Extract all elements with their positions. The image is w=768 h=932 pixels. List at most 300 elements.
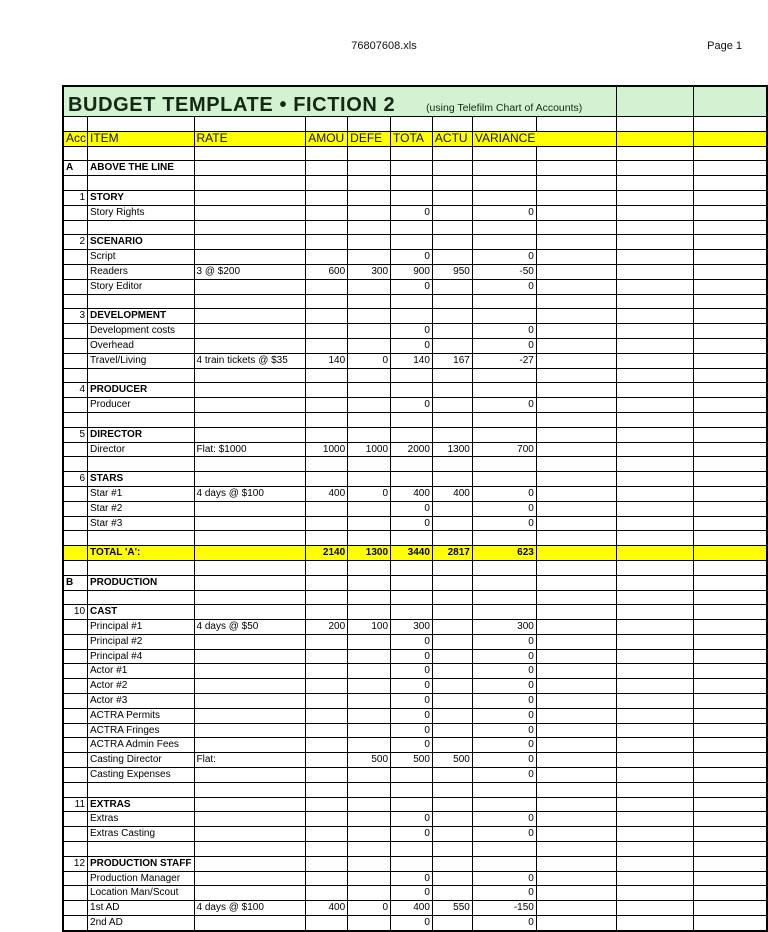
cell-actual [432, 383, 472, 398]
col-header-filler-3 [693, 131, 767, 146]
cell-extra-2 [693, 427, 767, 442]
cell-actual [432, 797, 472, 812]
cell-account [63, 279, 88, 294]
cell-deferral [348, 531, 391, 546]
cell-account [63, 679, 88, 694]
cell-extra-1 [616, 916, 693, 931]
cell-amount [306, 338, 348, 353]
cell-item [88, 457, 194, 472]
empty-row [63, 220, 767, 235]
cell-extra-2 [693, 753, 767, 768]
cell-extra-1 [616, 353, 693, 368]
cell-variance [472, 842, 536, 857]
cell-account [63, 560, 88, 575]
cell-extra-1 [616, 531, 693, 546]
cell-extra-2 [693, 279, 767, 294]
cell-actual [432, 768, 472, 783]
cell-account [63, 708, 88, 723]
cell-rate [194, 338, 306, 353]
cell-extra-1 [616, 161, 693, 176]
cell-rate [194, 531, 306, 546]
section-row [63, 161, 767, 176]
cell-item [88, 590, 194, 605]
cell-item [88, 220, 194, 235]
cell-account [63, 205, 88, 220]
cell-account [63, 398, 88, 413]
cell-extra-1 [616, 723, 693, 738]
cell-extra-1 [616, 871, 693, 886]
cell-rate: Flat: [194, 753, 306, 768]
print-header [0, 40, 768, 52]
cell-item: Travel/Living [88, 353, 194, 368]
cell-rate [194, 309, 306, 324]
cell-item: 1st AD [88, 901, 194, 916]
cell-variance: 0 [472, 324, 536, 339]
cell-extra-1 [616, 694, 693, 709]
cell-rate [194, 190, 306, 205]
cell-extra-1 [616, 560, 693, 575]
cell-account: 12 [63, 856, 88, 871]
cell-extra-2 [693, 723, 767, 738]
cell-account [63, 294, 88, 309]
cell-deferral: 1300 [348, 546, 391, 561]
cell-extra-1 [616, 190, 693, 205]
cell-account: 2 [63, 235, 88, 250]
cell-rate [194, 856, 306, 871]
cell-rate [194, 871, 306, 886]
spacer-cell [306, 117, 348, 132]
cell-deferral [348, 827, 391, 842]
cell-item: Location Man/Scout [88, 886, 194, 901]
cell-total: 0 [391, 649, 433, 664]
cell-rate [194, 634, 306, 649]
empty-row [63, 531, 767, 546]
cell-actual: 167 [432, 353, 472, 368]
cell-rate [194, 708, 306, 723]
cell-extra-1 [616, 279, 693, 294]
item-row [63, 871, 767, 886]
cell-extra-2 [693, 442, 767, 457]
empty-row [63, 560, 767, 575]
cell-extra-2 [693, 812, 767, 827]
item-row [63, 279, 767, 294]
cell-extra-1 [616, 324, 693, 339]
cell-blank [536, 205, 616, 220]
cell-blank [536, 590, 616, 605]
cell-extra-1 [616, 383, 693, 398]
cell-deferral [348, 842, 391, 857]
cell-variance: 300 [472, 620, 536, 635]
cell-item: Story Editor [88, 279, 194, 294]
cell-amount [306, 634, 348, 649]
cell-variance [472, 235, 536, 250]
cell-deferral [348, 575, 391, 590]
cell-amount [306, 412, 348, 427]
cell-item: EXTRAS [88, 797, 194, 812]
cell-deferral [348, 694, 391, 709]
cell-variance: -27 [472, 353, 536, 368]
item-row [63, 664, 767, 679]
cell-account [63, 782, 88, 797]
col-header-total: TOTA [391, 131, 433, 146]
cell-amount [306, 782, 348, 797]
cell-variance: 0 [472, 679, 536, 694]
cell-extra-2 [693, 590, 767, 605]
cell-rate [194, 827, 306, 842]
cell-deferral [348, 634, 391, 649]
cell-total: 0 [391, 723, 433, 738]
cell-actual [432, 294, 472, 309]
empty-row [63, 146, 767, 161]
document-filename: 76807608.xls [351, 40, 417, 52]
cell-amount [306, 205, 348, 220]
cell-deferral [348, 590, 391, 605]
cell-extra-1 [616, 472, 693, 487]
cell-amount [306, 886, 348, 901]
cell-amount [306, 516, 348, 531]
cell-extra-2 [693, 738, 767, 753]
cell-rate [194, 516, 306, 531]
cell-actual [432, 916, 472, 931]
cell-deferral: 300 [348, 264, 391, 279]
section-row [63, 383, 767, 398]
cell-total [391, 575, 433, 590]
cell-deferral [348, 708, 391, 723]
cell-account [63, 916, 88, 931]
cell-actual [432, 620, 472, 635]
item-row [63, 753, 767, 768]
cell-deferral [348, 294, 391, 309]
cell-total [391, 856, 433, 871]
banner-extra-cell-1 [616, 86, 693, 117]
section-row [63, 190, 767, 205]
cell-variance: 0 [472, 664, 536, 679]
empty-row [63, 176, 767, 191]
cell-blank [536, 457, 616, 472]
cell-actual [432, 560, 472, 575]
cell-extra-2 [693, 161, 767, 176]
col-header-filler-1 [536, 131, 616, 146]
cell-extra-2 [693, 634, 767, 649]
cell-variance: 0 [472, 886, 536, 901]
cell-extra-1 [616, 338, 693, 353]
cell-actual [432, 605, 472, 620]
cell-blank [536, 664, 616, 679]
cell-deferral: 0 [348, 353, 391, 368]
cell-actual: 500 [432, 753, 472, 768]
spacer-row [63, 117, 767, 132]
cell-account [63, 442, 88, 457]
cell-rate [194, 649, 306, 664]
cell-item: Casting Director [88, 753, 194, 768]
cell-deferral [348, 782, 391, 797]
cell-blank [536, 901, 616, 916]
cell-deferral [348, 516, 391, 531]
cell-blank [536, 916, 616, 931]
cell-extra-2 [693, 338, 767, 353]
cell-extra-1 [616, 782, 693, 797]
cell-variance [472, 368, 536, 383]
cell-item: Story Rights [88, 205, 194, 220]
cell-deferral: 500 [348, 753, 391, 768]
cell-blank [536, 753, 616, 768]
cell-total [391, 472, 433, 487]
cell-extra-1 [616, 220, 693, 235]
cell-actual [432, 679, 472, 694]
col-header-item: ITEM [88, 131, 194, 146]
cell-amount: 400 [306, 901, 348, 916]
cell-total: 0 [391, 916, 433, 931]
cell-blank [536, 827, 616, 842]
cell-rate: 4 days @ $100 [194, 901, 306, 916]
cell-variance [472, 427, 536, 442]
cell-total: 0 [391, 694, 433, 709]
spacer-cell [536, 117, 616, 132]
cell-variance [472, 383, 536, 398]
cell-total: 0 [391, 812, 433, 827]
cell-amount: 2140 [306, 546, 348, 561]
cell-deferral [348, 723, 391, 738]
cell-deferral [348, 368, 391, 383]
item-row [63, 398, 767, 413]
cell-extra-2 [693, 309, 767, 324]
cell-item [88, 368, 194, 383]
cell-account [63, 694, 88, 709]
cell-actual [432, 827, 472, 842]
cell-deferral [348, 886, 391, 901]
cell-rate [194, 294, 306, 309]
cell-account [63, 827, 88, 842]
empty-row [63, 294, 767, 309]
cell-extra-1 [616, 753, 693, 768]
cell-deferral [348, 250, 391, 265]
cell-extra-1 [616, 264, 693, 279]
cell-variance [472, 590, 536, 605]
cell-rate: 3 @ $200 [194, 264, 306, 279]
cell-variance: 0 [472, 205, 536, 220]
cell-actual [432, 871, 472, 886]
cell-account [63, 901, 88, 916]
cell-variance: 0 [472, 634, 536, 649]
cell-extra-1 [616, 664, 693, 679]
cell-blank [536, 842, 616, 857]
item-row [63, 486, 767, 501]
item-row [63, 501, 767, 516]
cell-total: 0 [391, 738, 433, 753]
cell-amount [306, 383, 348, 398]
cell-extra-2 [693, 797, 767, 812]
cell-actual [432, 427, 472, 442]
cell-blank [536, 723, 616, 738]
cell-account [63, 812, 88, 827]
cell-actual [432, 723, 472, 738]
cell-amount [306, 531, 348, 546]
col-header-filler-2 [616, 131, 693, 146]
item-row [63, 353, 767, 368]
cell-actual [432, 279, 472, 294]
cell-account: 1 [63, 190, 88, 205]
cell-extra-1 [616, 575, 693, 590]
item-row [63, 708, 767, 723]
cell-deferral [348, 916, 391, 931]
budget-table [62, 85, 768, 932]
cell-amount [306, 871, 348, 886]
cell-variance: 0 [472, 738, 536, 753]
cell-deferral [348, 220, 391, 235]
cell-blank [536, 279, 616, 294]
cell-actual [432, 398, 472, 413]
cell-total: 0 [391, 708, 433, 723]
cell-extra-2 [693, 871, 767, 886]
empty-row [63, 590, 767, 605]
section-row [63, 472, 767, 487]
cell-account: 4 [63, 383, 88, 398]
cell-variance: 0 [472, 398, 536, 413]
cell-item [88, 782, 194, 797]
cell-total [391, 427, 433, 442]
cell-variance [472, 797, 536, 812]
cell-variance [472, 531, 536, 546]
cell-deferral [348, 560, 391, 575]
cell-total: 0 [391, 338, 433, 353]
cell-total [391, 782, 433, 797]
cell-extra-1 [616, 797, 693, 812]
cell-blank [536, 309, 616, 324]
cell-account: 6 [63, 472, 88, 487]
cell-item: Star #3 [88, 516, 194, 531]
cell-blank [536, 812, 616, 827]
cell-account: 3 [63, 309, 88, 324]
section-row [63, 427, 767, 442]
cell-total [391, 768, 433, 783]
cell-rate [194, 235, 306, 250]
cell-blank [536, 338, 616, 353]
cell-actual: 950 [432, 264, 472, 279]
cell-extra-2 [693, 146, 767, 161]
cell-actual [432, 235, 472, 250]
cell-item: Script [88, 250, 194, 265]
cell-variance: 0 [472, 694, 536, 709]
cell-rate [194, 590, 306, 605]
cell-variance [472, 856, 536, 871]
cell-item: Readers [88, 264, 194, 279]
cell-rate [194, 797, 306, 812]
col-header-actual: ACTU [432, 131, 472, 146]
cell-account [63, 664, 88, 679]
item-row [63, 901, 767, 916]
cell-item [88, 146, 194, 161]
cell-account [63, 368, 88, 383]
cell-amount [306, 575, 348, 590]
cell-rate [194, 782, 306, 797]
cell-total: 3440 [391, 546, 433, 561]
cell-deferral [348, 161, 391, 176]
cell-amount [306, 176, 348, 191]
cell-item: Extras [88, 812, 194, 827]
cell-extra-2 [693, 531, 767, 546]
cell-account [63, 338, 88, 353]
cell-rate [194, 368, 306, 383]
cell-amount [306, 753, 348, 768]
cell-item: ABOVE THE LINE [88, 161, 194, 176]
cell-deferral [348, 279, 391, 294]
cell-extra-2 [693, 353, 767, 368]
cell-blank [536, 161, 616, 176]
cell-amount [306, 560, 348, 575]
cell-variance: 0 [472, 486, 536, 501]
cell-extra-2 [693, 472, 767, 487]
cell-deferral [348, 457, 391, 472]
cell-variance [472, 190, 536, 205]
cell-item: Actor #2 [88, 679, 194, 694]
banner-extra-cell-2 [693, 86, 767, 117]
section-row [63, 856, 767, 871]
cell-deferral [348, 501, 391, 516]
cell-blank [536, 353, 616, 368]
cell-variance: 0 [472, 516, 536, 531]
cell-actual [432, 220, 472, 235]
cell-item: Extras Casting [88, 827, 194, 842]
item-row [63, 250, 767, 265]
cell-rate [194, 605, 306, 620]
cell-extra-1 [616, 486, 693, 501]
cell-actual [432, 664, 472, 679]
cell-blank [536, 442, 616, 457]
cell-blank [536, 605, 616, 620]
cell-amount [306, 427, 348, 442]
cell-amount [306, 856, 348, 871]
cell-total [391, 176, 433, 191]
cell-amount [306, 250, 348, 265]
spacer-cell [391, 117, 433, 132]
cell-account [63, 531, 88, 546]
cell-rate [194, 427, 306, 442]
cell-actual [432, 338, 472, 353]
cell-blank [536, 235, 616, 250]
spacer-cell [88, 117, 194, 132]
cell-extra-1 [616, 309, 693, 324]
cell-deferral [348, 605, 391, 620]
cell-amount [306, 398, 348, 413]
col-header-amount: AMOU [306, 131, 348, 146]
cell-extra-1 [616, 368, 693, 383]
cell-variance: -50 [472, 264, 536, 279]
spacer-cell [348, 117, 391, 132]
cell-total [391, 368, 433, 383]
cell-extra-1 [616, 708, 693, 723]
cell-variance: -150 [472, 901, 536, 916]
cell-rate [194, 220, 306, 235]
cell-amount [306, 649, 348, 664]
cell-blank [536, 324, 616, 339]
cell-total: 0 [391, 634, 433, 649]
cell-extra-2 [693, 842, 767, 857]
cell-actual [432, 694, 472, 709]
cell-blank [536, 250, 616, 265]
cell-account: 10 [63, 605, 88, 620]
cell-total [391, 531, 433, 546]
cell-blank [536, 560, 616, 575]
cell-amount [306, 768, 348, 783]
cell-account: B [63, 575, 88, 590]
cell-amount [306, 294, 348, 309]
cell-blank [536, 220, 616, 235]
cell-extra-1 [616, 250, 693, 265]
cell-extra-1 [616, 679, 693, 694]
cell-total [391, 605, 433, 620]
cell-account [63, 250, 88, 265]
cell-blank [536, 708, 616, 723]
